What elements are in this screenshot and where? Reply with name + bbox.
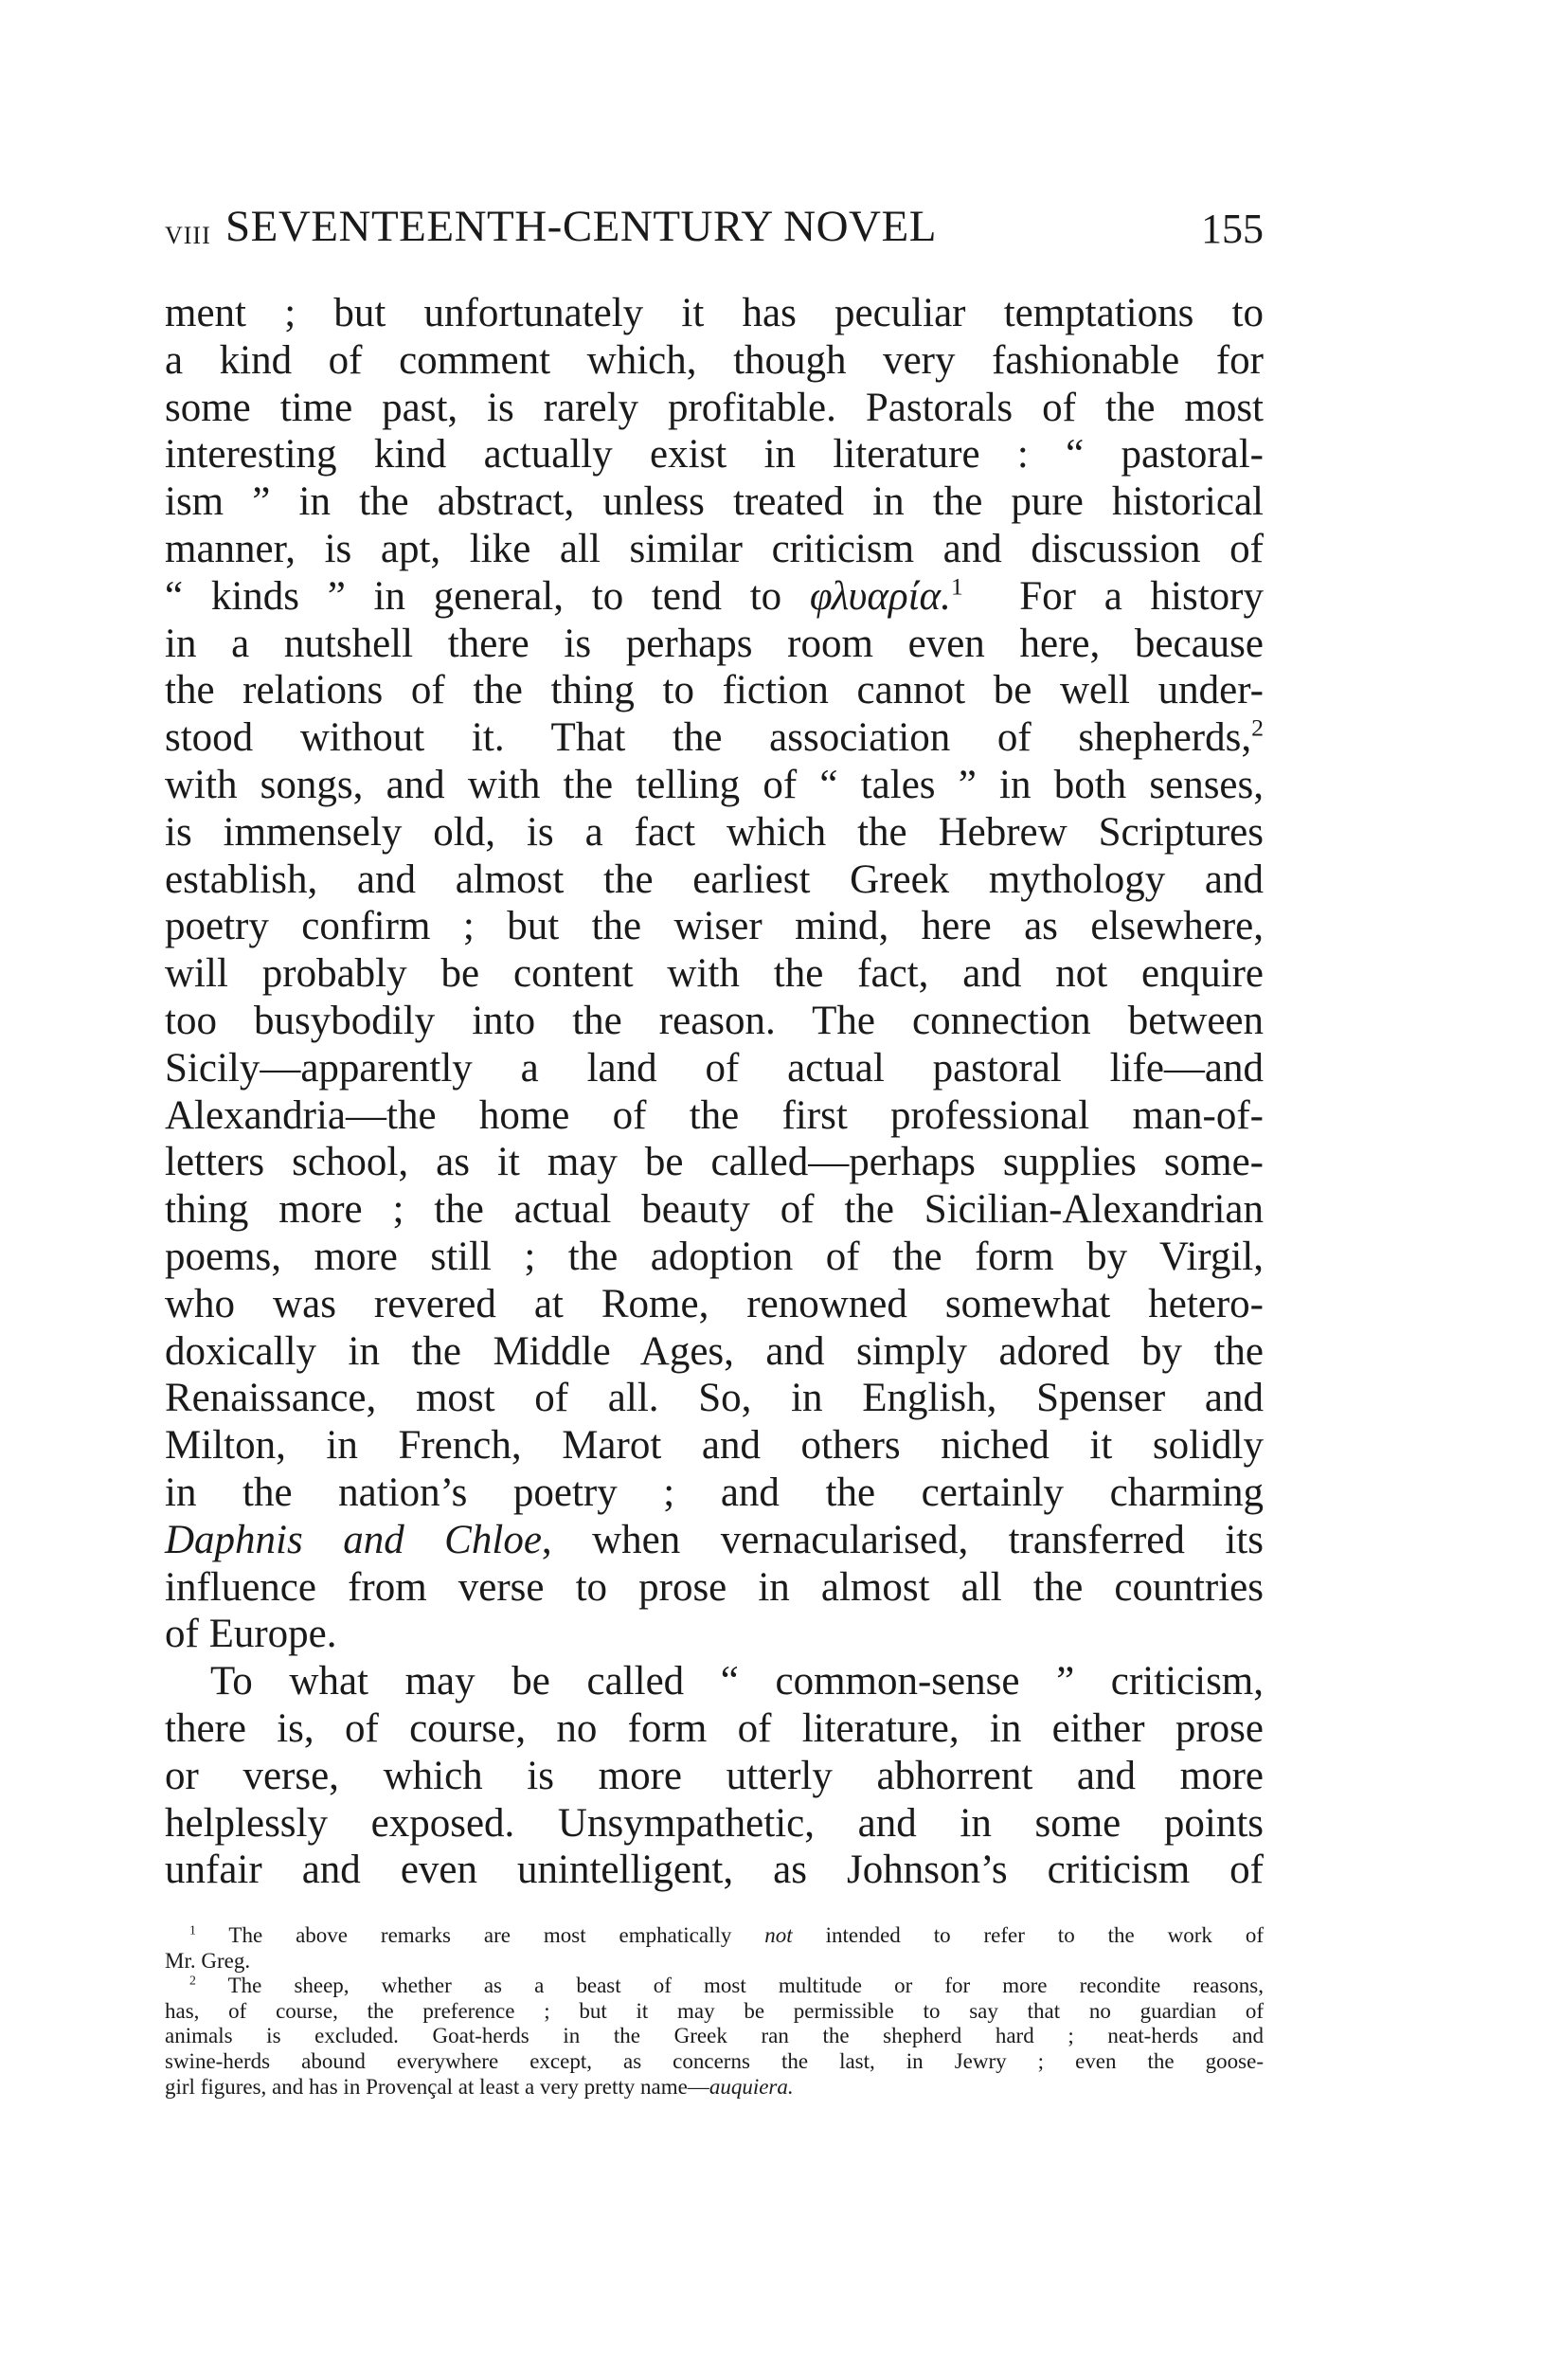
- text-segment: poems, more still ; the adoption of the form by Virgil,: [165, 1234, 1264, 1279]
- footnote-line: [165, 1949, 1264, 1974]
- text-line: [165, 1328, 1264, 1376]
- text-segment: the relations of the thing to fiction cannot be well under-: [165, 668, 1264, 713]
- text-segment: who was revered at Rome, renowned somewhat hetero-: [165, 1281, 1264, 1326]
- running-title: SEVENTEENTH-CENTURY NOVEL: [225, 202, 937, 251]
- text-segment: Milton, in French, Marot and others niched it solidly: [165, 1423, 1264, 1469]
- text-segment: in the nation’s poetry ; and the certainly charming: [165, 1469, 1264, 1515]
- text-line: [165, 337, 1264, 385]
- text-segment: or verse, which is more utterly abhorrent and more: [165, 1753, 1264, 1798]
- text-line: [165, 290, 1264, 337]
- text-line: [165, 1705, 1264, 1753]
- italic-text: not: [764, 1923, 793, 1947]
- text-line: [165, 1375, 1264, 1422]
- footnote-marker: 2: [189, 1973, 196, 1988]
- text-line: [165, 1234, 1264, 1281]
- text-segment: Alexandria—the home of the first professional man-of-: [165, 1092, 1264, 1138]
- footnote-line: [165, 1923, 1264, 1949]
- text-segment: influence from verse to prose in almost all the countries: [165, 1564, 1264, 1610]
- text-segment: establish, and almost the earliest Greek mythology and: [165, 856, 1264, 902]
- text-segment: helplessly exposed. Unsympathetic, and in some points: [165, 1800, 1264, 1846]
- text-line: [165, 1186, 1264, 1234]
- text-line: [165, 856, 1264, 904]
- text-segment: Sicily—apparently a land of actual pastoral life—and: [165, 1045, 1264, 1091]
- text-segment: in a nutshell there is perhaps room even here, because: [165, 621, 1264, 666]
- text-segment: a kind of comment which, though very fashionable for: [165, 337, 1264, 383]
- text-segment: will probably be content with the fact, and not enquire: [165, 951, 1264, 997]
- text-line: [165, 478, 1264, 526]
- text-segment: interesting kind actually exist in literature : “ pastoral-: [165, 432, 1264, 478]
- text-line: [165, 809, 1264, 856]
- text-segment: manner, is apt, like all similar criticism and discussion of: [165, 526, 1264, 571]
- text-line: [165, 1611, 1264, 1658]
- footnote-marker: 1: [950, 572, 963, 601]
- text-segment: too busybodily into the reason. The connection between: [165, 998, 1264, 1043]
- text-segment: ism ” in the abstract, unless treated in the pure historical: [165, 479, 1264, 525]
- text-line: [165, 573, 1264, 621]
- text-line: [165, 1847, 1264, 1894]
- footnote-marker: 1: [189, 1922, 196, 1938]
- text-segment: has, of course, the preference ; but it may be permissible to say that no guardian of: [165, 1998, 1264, 2023]
- text-line: [165, 667, 1264, 714]
- text-line: [165, 1564, 1264, 1612]
- italic-text: φλυαρία.: [809, 573, 951, 619]
- running-header: [165, 201, 1264, 258]
- footnote-line: [165, 2024, 1264, 2049]
- text-segment: The above remarks are most emphatically: [195, 1923, 765, 1947]
- text-line: [165, 1422, 1264, 1469]
- text-line: [165, 1092, 1264, 1140]
- text-segment: Renaissance, most of all. So, in English, Spenser and: [165, 1376, 1264, 1421]
- text-line: [165, 714, 1264, 762]
- text-line: [165, 431, 1264, 478]
- text-segment: animals is excluded. Goat-herds in the Greek ran the shepherd hard ; neat-herds and: [165, 2024, 1264, 2048]
- text-segment: there is, of course, no form of literature, in either prose: [165, 1705, 1264, 1751]
- body-text: [165, 290, 1264, 1894]
- text-line: [165, 1658, 1264, 1705]
- footnote-line: [165, 2049, 1264, 2075]
- text-line: [165, 1469, 1264, 1517]
- text-line: [165, 526, 1264, 573]
- text-segment: ment ; but unfortunately it has peculiar temptations to: [165, 291, 1264, 335]
- text-segment: The sheep, whether as a beast of most multitude or for more recondite reasons,: [195, 1974, 1264, 1998]
- chapter-number: VIII: [165, 222, 211, 249]
- text-line: [165, 1517, 1264, 1564]
- footnotes: [165, 1923, 1264, 2100]
- text-line: [165, 1281, 1264, 1328]
- text-segment: is immensely old, is a fact which the Hebrew Scriptures: [165, 809, 1264, 855]
- text-segment: some time past, is rarely profitable. Pastorals of the most: [165, 385, 1264, 430]
- text-segment: of Europe.: [165, 1612, 337, 1657]
- text-segment: unfair and even unintelligent, as Johnson’s criticism of: [165, 1848, 1264, 1893]
- text-segment: Mr. Greg.: [165, 1948, 251, 1973]
- text-line: [165, 998, 1264, 1045]
- footnote-marker: 2: [1251, 713, 1264, 742]
- text-segment: To what may be called “ common-sense ” criticism,: [210, 1659, 1264, 1704]
- text-segment: letters school, as it may be called—perhaps supplies some-: [165, 1140, 1264, 1185]
- text-line: [165, 1045, 1264, 1092]
- text-segment: thing more ; the actual beauty of the Sicilian-Alexandrian: [165, 1187, 1264, 1233]
- text-line: [165, 1753, 1264, 1800]
- footnote-line: [165, 2075, 1264, 2101]
- text-segment: with songs, and with the telling of “ tales ” in both senses,: [165, 762, 1264, 807]
- text-line: [165, 762, 1264, 809]
- italic-text: auquiera.: [709, 2074, 794, 2099]
- text-segment: For a history: [962, 573, 1264, 619]
- italic-text: Daphnis and Chloe: [165, 1517, 542, 1562]
- text-segment: intended to refer to the work of: [792, 1923, 1264, 1947]
- text-line: [165, 1139, 1264, 1186]
- text-line: [165, 950, 1264, 998]
- footnote-line: [165, 1974, 1264, 1999]
- text-line: [165, 903, 1264, 950]
- text-segment: girl figures, and has in Provençal at least a very pretty name—: [165, 2074, 709, 2099]
- footnote-line: [165, 1999, 1264, 2025]
- text-segment: stood without it. That the association of shepherds,: [165, 715, 1252, 761]
- page-number: 155: [1201, 206, 1264, 252]
- text-line: [165, 1800, 1264, 1848]
- text-segment: poetry confirm ; but the wiser mind, here as elsewhere,: [165, 904, 1264, 949]
- text-segment: “ kinds ” in general, to tend to: [165, 573, 810, 619]
- text-segment: swine-herds abound everywhere except, as concerns the last, in Jewry ; even the goose-: [165, 2048, 1264, 2073]
- text-segment: , when vernacularised, transferred its: [541, 1517, 1264, 1562]
- text-line: [165, 385, 1264, 432]
- text-segment: doxically in the Middle Ages, and simply adored by the: [165, 1328, 1264, 1374]
- text-line: [165, 621, 1264, 668]
